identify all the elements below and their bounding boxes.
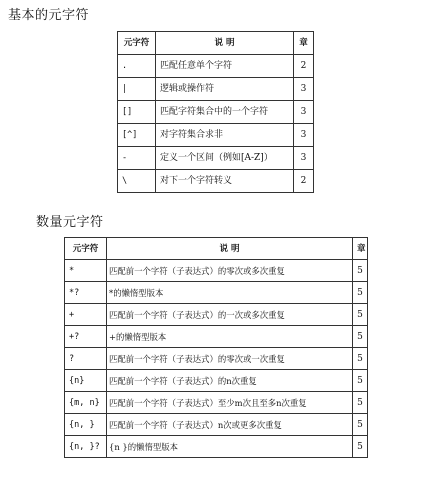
metachar-cell: {n} <box>65 370 107 392</box>
table-row <box>65 414 368 436</box>
column-header-chapter: 章 <box>294 32 314 55</box>
metachar-cell: [] <box>118 101 156 124</box>
quantifier-metacharacters-table <box>64 237 368 458</box>
description-cell: 对下一个字符转义 <box>156 170 294 193</box>
description-cell: 匹配前一个字符（子表达式）至少m次且至多n次重复 <box>107 392 353 414</box>
table-header-row <box>118 32 314 55</box>
chapter-cell: 3 <box>294 124 314 147</box>
section-title-quantifier-metacharacters: 数量元字符 <box>36 215 104 230</box>
table-row <box>118 147 314 170</box>
table-row <box>65 436 368 458</box>
table-row <box>118 101 314 124</box>
metachar-cell: * <box>65 260 107 282</box>
description-cell: 匹配前一个字符（子表达式）的零次或多次重复 <box>107 260 353 282</box>
description-cell: 匹配前一个字符（子表达式）的n次重复 <box>107 370 353 392</box>
chapter-cell: 3 <box>294 78 314 101</box>
table-row <box>65 260 368 282</box>
metachar-cell: +? <box>65 326 107 348</box>
metachar-cell: \ <box>118 170 156 193</box>
column-header-metachar: 元字符 <box>65 238 107 260</box>
chapter-cell: 5 <box>353 326 368 348</box>
description-cell: 匹配任意单个字符 <box>156 55 294 78</box>
table-row <box>65 392 368 414</box>
metachar-cell: + <box>65 304 107 326</box>
chapter-cell: 5 <box>353 260 368 282</box>
metachar-cell: {n, } <box>65 414 107 436</box>
description-cell: 对字符集合求非 <box>156 124 294 147</box>
metachar-cell: . <box>118 55 156 78</box>
chapter-cell: 5 <box>353 414 368 436</box>
column-header-description: 说 明 <box>156 32 294 55</box>
description-cell: 匹配前一个字符（子表达式）的一次或多次重复 <box>107 304 353 326</box>
table-row <box>65 370 368 392</box>
description-cell: {n }的懒惰型版本 <box>107 436 353 458</box>
column-header-chapter: 章 <box>353 238 368 260</box>
column-header-metachar: 元字符 <box>118 32 156 55</box>
description-cell: 逻辑或操作符 <box>156 78 294 101</box>
table-row <box>118 78 314 101</box>
table-row <box>118 124 314 147</box>
chapter-cell: 5 <box>353 348 368 370</box>
metachar-cell: {n, }? <box>65 436 107 458</box>
table-row <box>118 170 314 193</box>
table-row <box>65 304 368 326</box>
chapter-cell: 5 <box>353 282 368 304</box>
description-cell: +的懒惰型版本 <box>107 326 353 348</box>
metachar-cell: - <box>118 147 156 170</box>
chapter-cell: 2 <box>294 55 314 78</box>
chapter-cell: 5 <box>353 304 368 326</box>
description-cell: 匹配字符集合中的一个字符 <box>156 101 294 124</box>
table-header-row <box>65 238 368 260</box>
metachar-cell: {m, n} <box>65 392 107 414</box>
chapter-cell: 2 <box>294 170 314 193</box>
column-header-description: 说 明 <box>107 238 353 260</box>
description-cell: 匹配前一个字符（子表达式）n次或更多次重复 <box>107 414 353 436</box>
metachar-cell: | <box>118 78 156 101</box>
chapter-cell: 5 <box>353 370 368 392</box>
table-row <box>65 282 368 304</box>
description-cell: *的懒惰型版本 <box>107 282 353 304</box>
metachar-cell: [^] <box>118 124 156 147</box>
metachar-cell: ? <box>65 348 107 370</box>
table-row <box>118 55 314 78</box>
table-row <box>65 326 368 348</box>
description-cell: 匹配前一个字符（子表达式）的零次或一次重复 <box>107 348 353 370</box>
section-title-basic-metacharacters: 基本的元字符 <box>8 8 90 23</box>
basic-metacharacters-table <box>117 31 314 193</box>
description-cell: 定义一个区间（例如[A-Z]） <box>156 147 294 170</box>
chapter-cell: 3 <box>294 147 314 170</box>
chapter-cell: 5 <box>353 392 368 414</box>
metachar-cell: *? <box>65 282 107 304</box>
table-row <box>65 348 368 370</box>
chapter-cell: 3 <box>294 101 314 124</box>
chapter-cell: 5 <box>353 436 368 458</box>
